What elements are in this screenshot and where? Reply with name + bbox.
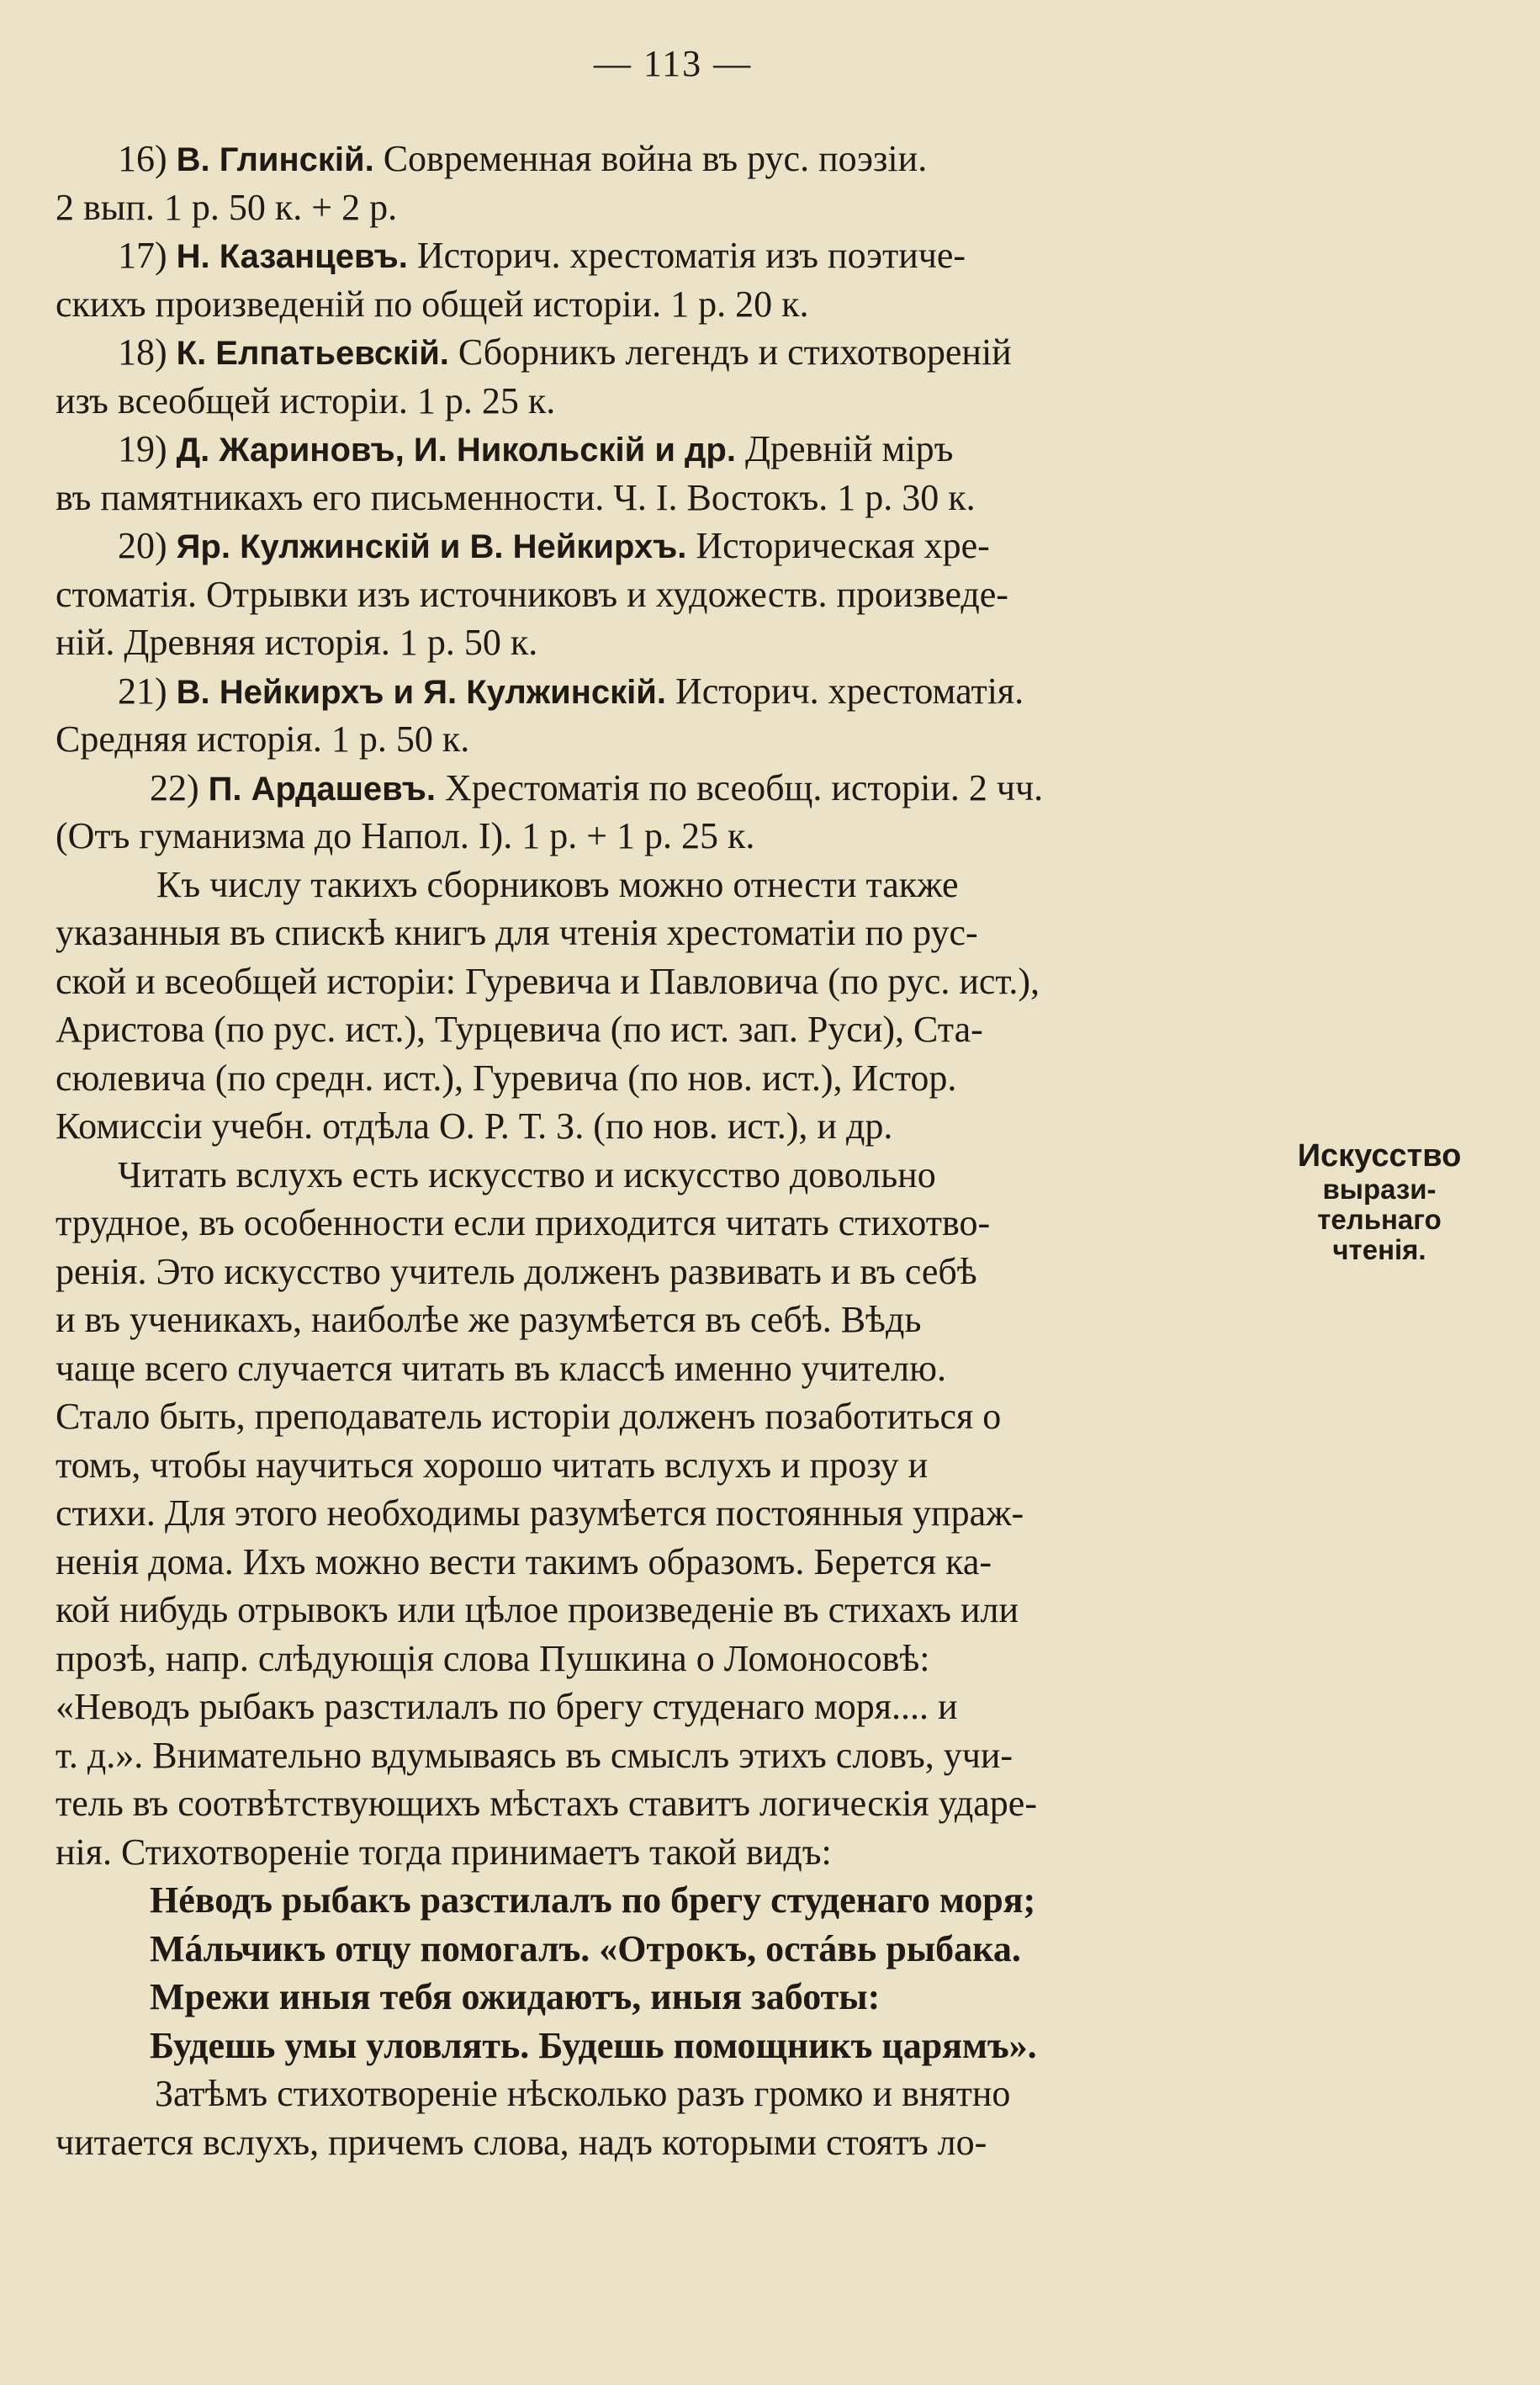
- paragraph-line: ской и всеобщей исторіи: Гуревича и Павловича (по рус. ист.),: [56, 960, 1040, 1002]
- paragraph-line: Аристова (по рус. ист.), Турцевича (по ист. зап. Руси), Ста-: [56, 1009, 983, 1050]
- paragraph-line: и въ ученикахъ, наиболѣе же разумѣется въ себѣ. Вѣдь: [56, 1299, 922, 1340]
- list-item: 20) Яр. Кулжинскій и В. Нейкирхъ. Историческая хре-: [118, 525, 990, 566]
- paragraph-line: прозѣ, напр. слѣдующія слова Пушкина о Ломоносовѣ:: [56, 1637, 930, 1679]
- paragraph-line: чаще всего случается читать въ классѣ именно учителю.: [56, 1347, 946, 1389]
- paragraph-line: трудное, въ особенности если приходится читать стихотво-: [56, 1202, 991, 1243]
- paragraph-line: томъ, чтобы научиться хорошо читать вслухъ и прозу и: [56, 1444, 929, 1486]
- paragraph-line: Читать вслухъ есть искусство и искусство довольно: [118, 1153, 936, 1195]
- paragraph-line: т. д.». Внимательно вдумываясь въ смыслъ этихъ словъ, учи-: [56, 1734, 1013, 1776]
- paragraph-line: нія. Стихотвореніе тогда принимаетъ такой видъ:: [56, 1831, 832, 1873]
- paragraph-line: кой нибудь отрывокъ или цѣлое произведеніе въ стихахъ или: [56, 1589, 1019, 1630]
- verse-line: Мáльчикъ отцу помогалъ. «Отрокъ, остáвь рыбака.: [150, 1927, 1021, 1969]
- verse-line: Мрежи иныя тебя ожидаютъ, иныя заботы:: [150, 1976, 881, 2017]
- list-item-continuation: Средняя исторія. 1 р. 50 к.: [56, 718, 470, 760]
- list-item-continuation: въ памятникахъ его письменности. Ч. I. Востокъ. 1 р. 30 к.: [56, 476, 976, 518]
- paragraph-line: указанныя въ спискѣ книгъ для чтенія хрестоматіи по рус-: [56, 912, 978, 953]
- paragraph-line: Стало быть, преподаватель исторіи долженъ позаботиться о: [56, 1396, 1002, 1437]
- margin-note: [1278, 1137, 1480, 1265]
- paragraph-line: Къ числу такихъ сборниковъ можно отнести также: [156, 863, 959, 905]
- margin-note-line: чтенія.: [1332, 1234, 1426, 1265]
- margin-note-line: Искусство: [1297, 1138, 1462, 1174]
- entry-author: В. Нейкирхъ и Я. Кулжинскій.: [176, 673, 666, 711]
- entry-author: Яр. Кулжинскій и В. Нейкирхъ.: [176, 528, 687, 565]
- paragraph-line: стихи. Для этого необходимы разумѣется постоянныя упраж-: [56, 1492, 1024, 1534]
- list-item: 21) В. Нейкирхъ и Я. Кулжинскій. Историч. хрестоматія.: [118, 670, 1024, 712]
- paragraph-line: «Неводъ рыбакъ разстилалъ по брегу студенаго моря.... и: [56, 1686, 958, 1727]
- entry-author: П. Ардашевъ.: [208, 770, 437, 808]
- list-item: 17) Н. Казанцевъ. Историч. хрестоматія изъ поэтиче-: [118, 235, 966, 276]
- list-item-continuation: стоматія. Отрывки изъ источниковъ и художеств. произведе-: [56, 573, 1008, 615]
- entry-author: В. Глинскій.: [176, 141, 374, 178]
- list-item-continuation: ній. Древняя исторія. 1 р. 50 к.: [56, 622, 538, 663]
- entry-author: Н. Казанцевъ.: [176, 238, 408, 275]
- entry-author: Д. Жариновъ, И. Никольскій и др.: [176, 432, 736, 469]
- main-text: [56, 135, 1292, 2166]
- paragraph-line: тель въ соотвѣтствующихъ мѣстахъ ставитъ логическія ударе-: [56, 1783, 1037, 1824]
- list-item: 19) Д. Жариновъ, И. Никольскій и др. Древній міръ: [118, 428, 954, 469]
- margin-note-line: вырази-: [1322, 1174, 1437, 1205]
- margin-note-line: тельнаго: [1317, 1204, 1442, 1235]
- paragraph-line: ненія дома. Ихъ можно вести такимъ образомъ. Берется ка-: [56, 1540, 992, 1582]
- entry-author: К. Елпатьевскій.: [176, 335, 449, 372]
- list-item-continuation: (Отъ гуманизма до Напол. I). 1 р. + 1 р. 25 к.: [56, 815, 755, 856]
- paragraph-line: Комиссіи учебн. отдѣла О. Р. Т. З. (по нов. ист.), и др.: [56, 1105, 893, 1147]
- list-item-continuation: скихъ произведеній по общей исторіи. 1 р. 20 к.: [56, 283, 809, 325]
- page-number: — 113 —: [593, 43, 753, 84]
- verse-line: Будешь умы уловлять. Будешь помощникъ царямъ».: [150, 2024, 1037, 2066]
- list-item: 22) П. Ардашевъ. Хрестоматія по всеобщ. исторіи. 2 чч.: [150, 766, 1044, 808]
- paragraph-line: читается вслухъ, причемъ слова, надъ которыми стоятъ ло-: [56, 2121, 987, 2163]
- paragraph-line: ренія. Это искусство учитель долженъ развивать и въ себѣ: [56, 1250, 977, 1292]
- paragraph-line: Затѣмъ стихотвореніе нѣсколько разъ громко и внятно: [155, 2073, 1011, 2114]
- list-item: 18) К. Елпатьевскій. Сборникъ легендъ и стихотвореній: [118, 331, 1012, 373]
- verse-line: Нéводъ рыбакъ разстилалъ по брегу студенаго моря;: [150, 1879, 1036, 1921]
- paragraph-line: сюлевича (по средн. ист.), Гуревича (по нов. ист.), Истор.: [56, 1057, 957, 1099]
- list-item-continuation: изъ всеобщей исторіи. 1 р. 25 к.: [56, 379, 556, 421]
- list-item: 16) В. Глинскій. Современная война въ рус. поэзіи.: [118, 138, 928, 179]
- list-item-continuation: 2 вып. 1 р. 50 к. + 2 р.: [56, 186, 398, 228]
